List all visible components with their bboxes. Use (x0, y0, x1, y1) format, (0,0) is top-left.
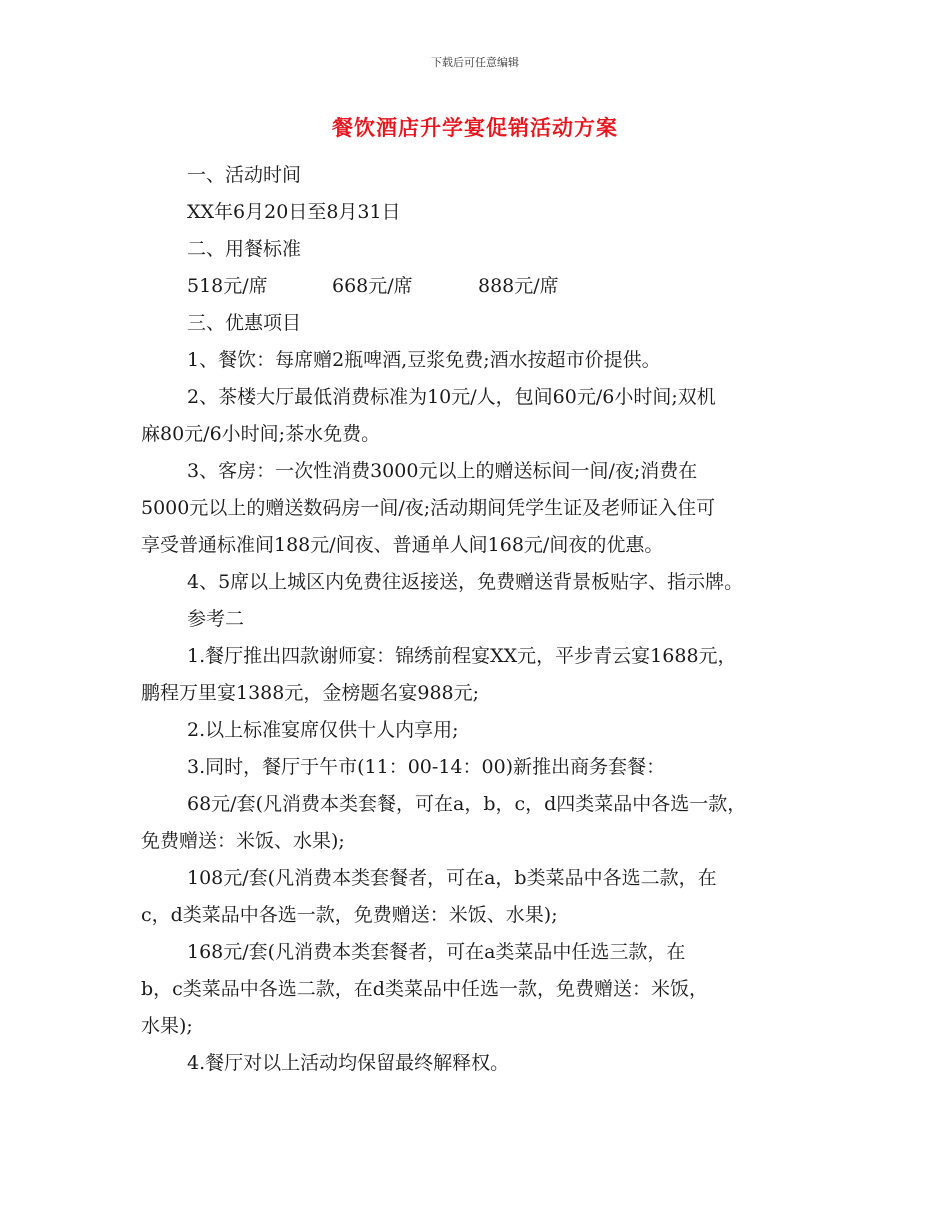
reference-item-capacity: 2.以上标准宴席仅供十人内享用; (187, 719, 459, 741)
section-heading-offers: 三、优惠项目 (187, 312, 302, 334)
reference-item-disclaimer: 4.餐厅对以上活动均保留最终解释权。 (187, 1052, 510, 1074)
price-item: 668元/席 (332, 275, 413, 297)
offer-item-teahouse: 2、茶楼大厅最低消费标准为10元/人，包间60元/6小时间;双机 麻80元/6小时间;茶水免费。 (141, 386, 716, 445)
document-body (141, 157, 821, 1082)
set-meal-108: 108元/套(凡消费本类套餐者，可在a，b类菜品中各选二款，在 c，d类菜品中各选一款，免费赠送：米饭、水果); (141, 867, 717, 926)
header-note: 下载后可任意编辑 (431, 56, 519, 69)
section-heading-reference: 参考二 (187, 608, 245, 630)
offer-item-dining: 1、餐饮：每席赠2瓶啤酒,豆浆免费;酒水按超市价提供。 (187, 349, 661, 371)
set-meal-168: 168元/套(凡消费本类套餐者，可在a类菜品中任选三款，在 b，c类菜品中各选二款，在d类菜品中任选一款，免费赠送：米饭， 水果); (141, 941, 708, 1037)
offer-item-transport: 4、5席以上城区内免费往返接送，免费赠送背景板贴字、指示牌。 (187, 571, 744, 593)
price-item: 888元/席 (478, 275, 559, 297)
reference-item-business-set: 3.同时，餐厅于午市(11：00-14：00)新推出商务套餐： (187, 756, 666, 778)
price-list (141, 268, 821, 305)
set-meal-68: 68元/套(凡消费本类套餐，可在a，b，c，d四类菜品中各选一款， 免费赠送：米饭、水果); (141, 793, 747, 852)
price-item: 518元/席 (187, 275, 268, 297)
document-title: 餐饮酒店升学宴促销活动方案 (332, 116, 618, 140)
activity-date: XX年6月20日至8月31日 (187, 201, 401, 223)
section-heading-standard: 二、用餐标准 (187, 238, 302, 260)
offer-item-rooms: 3、客房：一次性消费3000元以上的赠送标间一间/夜;消费在 5000元以上的赠送数码房一间/夜;活动期间凭学生证及老师证入住可 享受普通标准间188元/间夜、普通单人间168元/间夜的优惠。 (141, 460, 716, 556)
section-heading-time: 一、活动时间 (187, 164, 302, 186)
reference-item-banquets: 1.餐厅推出四款谢师宴：锦绣前程宴XX元，平步青云宴1688元， 鹏程万里宴1388元，金榜题名宴988元; (141, 645, 737, 704)
